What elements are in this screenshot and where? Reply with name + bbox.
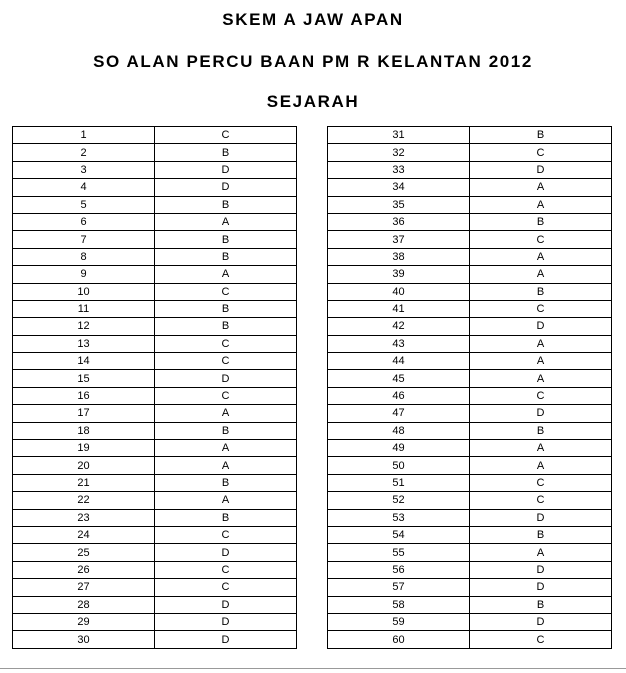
question-number-cell: 30 [13, 631, 155, 648]
answer-cell: D [155, 613, 297, 630]
answer-cell: A [155, 213, 297, 230]
table-row [13, 596, 297, 613]
answer-cell: A [155, 492, 297, 509]
answer-table-right-body [328, 127, 612, 649]
answer-cell: D [470, 318, 612, 335]
answer-cell: A [470, 544, 612, 561]
question-number-cell: 31 [328, 127, 470, 144]
answer-cell: B [155, 509, 297, 526]
question-number-cell: 55 [328, 544, 470, 561]
table-row [328, 300, 612, 317]
question-number-cell: 38 [328, 248, 470, 265]
answer-cell: A [470, 440, 612, 457]
document-title: SKEM A JAW APAN [222, 10, 404, 29]
question-number-cell: 43 [328, 335, 470, 352]
subject-title: SEJARAH [266, 92, 360, 111]
table-row [13, 422, 297, 439]
question-number-cell: 34 [328, 179, 470, 196]
table-row [328, 335, 612, 352]
page-bottom-rule [0, 668, 626, 669]
table-row [328, 405, 612, 422]
question-number-cell: 54 [328, 526, 470, 543]
question-number-cell: 46 [328, 387, 470, 404]
table-row [328, 474, 612, 491]
table-row [13, 196, 297, 213]
table-row [13, 457, 297, 474]
answer-cell: C [155, 387, 297, 404]
question-number-cell: 6 [13, 213, 155, 230]
question-number-cell: 11 [13, 300, 155, 317]
answer-cell: A [155, 266, 297, 283]
table-row [13, 440, 297, 457]
answer-cell: C [470, 631, 612, 648]
question-number-cell: 32 [328, 144, 470, 161]
question-number-cell: 1 [13, 127, 155, 144]
question-number-cell: 47 [328, 405, 470, 422]
question-number-cell: 59 [328, 613, 470, 630]
question-number-cell: 5 [13, 196, 155, 213]
answer-cell: D [155, 596, 297, 613]
answer-cell: B [470, 127, 612, 144]
question-number-cell: 52 [328, 492, 470, 509]
question-number-cell: 60 [328, 631, 470, 648]
answer-cell: A [470, 457, 612, 474]
answer-cell: B [155, 248, 297, 265]
table-row [13, 474, 297, 491]
question-number-cell: 26 [13, 561, 155, 578]
question-number-cell: 58 [328, 596, 470, 613]
answer-cell: B [155, 196, 297, 213]
question-number-cell: 8 [13, 248, 155, 265]
answer-cell: B [155, 318, 297, 335]
question-number-cell: 35 [328, 196, 470, 213]
question-number-cell: 33 [328, 161, 470, 178]
table-row [328, 283, 612, 300]
question-number-cell: 49 [328, 440, 470, 457]
table-row [13, 248, 297, 265]
table-row [328, 631, 612, 648]
question-number-cell: 44 [328, 353, 470, 370]
answer-cell: D [470, 405, 612, 422]
table-row [13, 161, 297, 178]
answer-cell: D [470, 613, 612, 630]
table-row [328, 266, 612, 283]
question-number-cell: 2 [13, 144, 155, 161]
document-subtitle: SO ALAN PERCU BAAN PM R KELANTAN 2012 [93, 52, 533, 71]
answer-cell: A [470, 370, 612, 387]
answer-cell: D [155, 161, 297, 178]
question-number-cell: 13 [13, 335, 155, 352]
answer-cell: B [155, 422, 297, 439]
table-row [13, 266, 297, 283]
table-row [328, 561, 612, 578]
answer-cell: D [470, 161, 612, 178]
table-row [13, 318, 297, 335]
question-number-cell: 4 [13, 179, 155, 196]
table-row [13, 579, 297, 596]
question-number-cell: 53 [328, 509, 470, 526]
table-row [13, 335, 297, 352]
answer-cell: D [155, 370, 297, 387]
question-number-cell: 57 [328, 579, 470, 596]
table-row [328, 544, 612, 561]
table-row [328, 318, 612, 335]
answer-cell: D [470, 561, 612, 578]
answer-cell: B [470, 596, 612, 613]
question-number-cell: 36 [328, 213, 470, 230]
question-number-cell: 16 [13, 387, 155, 404]
question-number-cell: 3 [13, 161, 155, 178]
answer-cell: C [155, 353, 297, 370]
table-row [328, 231, 612, 248]
table-row [328, 526, 612, 543]
question-number-cell: 48 [328, 422, 470, 439]
question-number-cell: 20 [13, 457, 155, 474]
table-row [328, 457, 612, 474]
table-row [328, 509, 612, 526]
question-number-cell: 45 [328, 370, 470, 387]
table-row [13, 213, 297, 230]
question-number-cell: 9 [13, 266, 155, 283]
table-row [328, 353, 612, 370]
answer-cell: C [470, 387, 612, 404]
table-row [13, 613, 297, 630]
answer-cell: A [470, 353, 612, 370]
question-number-cell: 18 [13, 422, 155, 439]
answer-cell: B [155, 231, 297, 248]
question-number-cell: 7 [13, 231, 155, 248]
question-number-cell: 50 [328, 457, 470, 474]
table-row [13, 283, 297, 300]
table-row [13, 561, 297, 578]
table-row [328, 144, 612, 161]
table-row [328, 440, 612, 457]
question-number-cell: 40 [328, 283, 470, 300]
table-row [13, 353, 297, 370]
table-row [13, 144, 297, 161]
table-row [328, 613, 612, 630]
table-row [13, 179, 297, 196]
answer-cell: A [470, 335, 612, 352]
question-number-cell: 22 [13, 492, 155, 509]
table-row [13, 370, 297, 387]
answer-cell: B [470, 422, 612, 439]
table-row [13, 544, 297, 561]
answer-cell: B [470, 526, 612, 543]
answer-cell: D [155, 179, 297, 196]
question-number-cell: 12 [13, 318, 155, 335]
answer-cell: A [155, 405, 297, 422]
question-number-cell: 25 [13, 544, 155, 561]
table-row [328, 196, 612, 213]
table-row [328, 213, 612, 230]
table-row [328, 387, 612, 404]
question-number-cell: 56 [328, 561, 470, 578]
question-number-cell: 21 [13, 474, 155, 491]
question-number-cell: 19 [13, 440, 155, 457]
table-row [13, 300, 297, 317]
answer-cell: A [470, 196, 612, 213]
table-row [13, 231, 297, 248]
answer-cell: B [470, 283, 612, 300]
answer-cell: D [155, 631, 297, 648]
table-row [328, 596, 612, 613]
table-row [13, 526, 297, 543]
question-number-cell: 24 [13, 526, 155, 543]
question-number-cell: 27 [13, 579, 155, 596]
question-number-cell: 29 [13, 613, 155, 630]
answer-table-left [12, 126, 297, 649]
question-number-cell: 37 [328, 231, 470, 248]
question-number-cell: 42 [328, 318, 470, 335]
table-row [13, 127, 297, 144]
answer-cell: B [470, 213, 612, 230]
table-row [328, 422, 612, 439]
table-row [13, 509, 297, 526]
answer-cell: A [470, 248, 612, 265]
answer-table-left-body [13, 127, 297, 649]
answer-cell: C [155, 127, 297, 144]
table-row [328, 161, 612, 178]
answer-cell: D [470, 579, 612, 596]
answer-cell: B [155, 144, 297, 161]
answer-cell: A [470, 179, 612, 196]
answer-cell: B [155, 474, 297, 491]
table-row [328, 179, 612, 196]
table-row [13, 405, 297, 422]
answer-cell: C [470, 492, 612, 509]
answer-cell: C [155, 283, 297, 300]
table-row [13, 492, 297, 509]
table-row [328, 127, 612, 144]
table-row [13, 387, 297, 404]
table-row [13, 631, 297, 648]
answer-cell: A [155, 457, 297, 474]
answer-cell: C [155, 561, 297, 578]
question-number-cell: 15 [13, 370, 155, 387]
answer-cell: C [470, 231, 612, 248]
answer-cell: C [155, 579, 297, 596]
question-number-cell: 41 [328, 300, 470, 317]
answer-cell: C [470, 144, 612, 161]
answer-cell: C [470, 474, 612, 491]
answer-cell: D [155, 544, 297, 561]
question-number-cell: 39 [328, 266, 470, 283]
answer-table-right [327, 126, 612, 649]
question-number-cell: 14 [13, 353, 155, 370]
answer-cell: C [155, 526, 297, 543]
question-number-cell: 51 [328, 474, 470, 491]
answer-cell: B [155, 300, 297, 317]
question-number-cell: 23 [13, 509, 155, 526]
answer-cell: A [470, 266, 612, 283]
answer-cell: C [155, 335, 297, 352]
question-number-cell: 17 [13, 405, 155, 422]
table-row [328, 248, 612, 265]
question-number-cell: 10 [13, 283, 155, 300]
table-row [328, 492, 612, 509]
table-row [328, 579, 612, 596]
answer-cell: A [155, 440, 297, 457]
answer-cell: D [470, 509, 612, 526]
answer-cell: C [470, 300, 612, 317]
table-row [328, 370, 612, 387]
question-number-cell: 28 [13, 596, 155, 613]
